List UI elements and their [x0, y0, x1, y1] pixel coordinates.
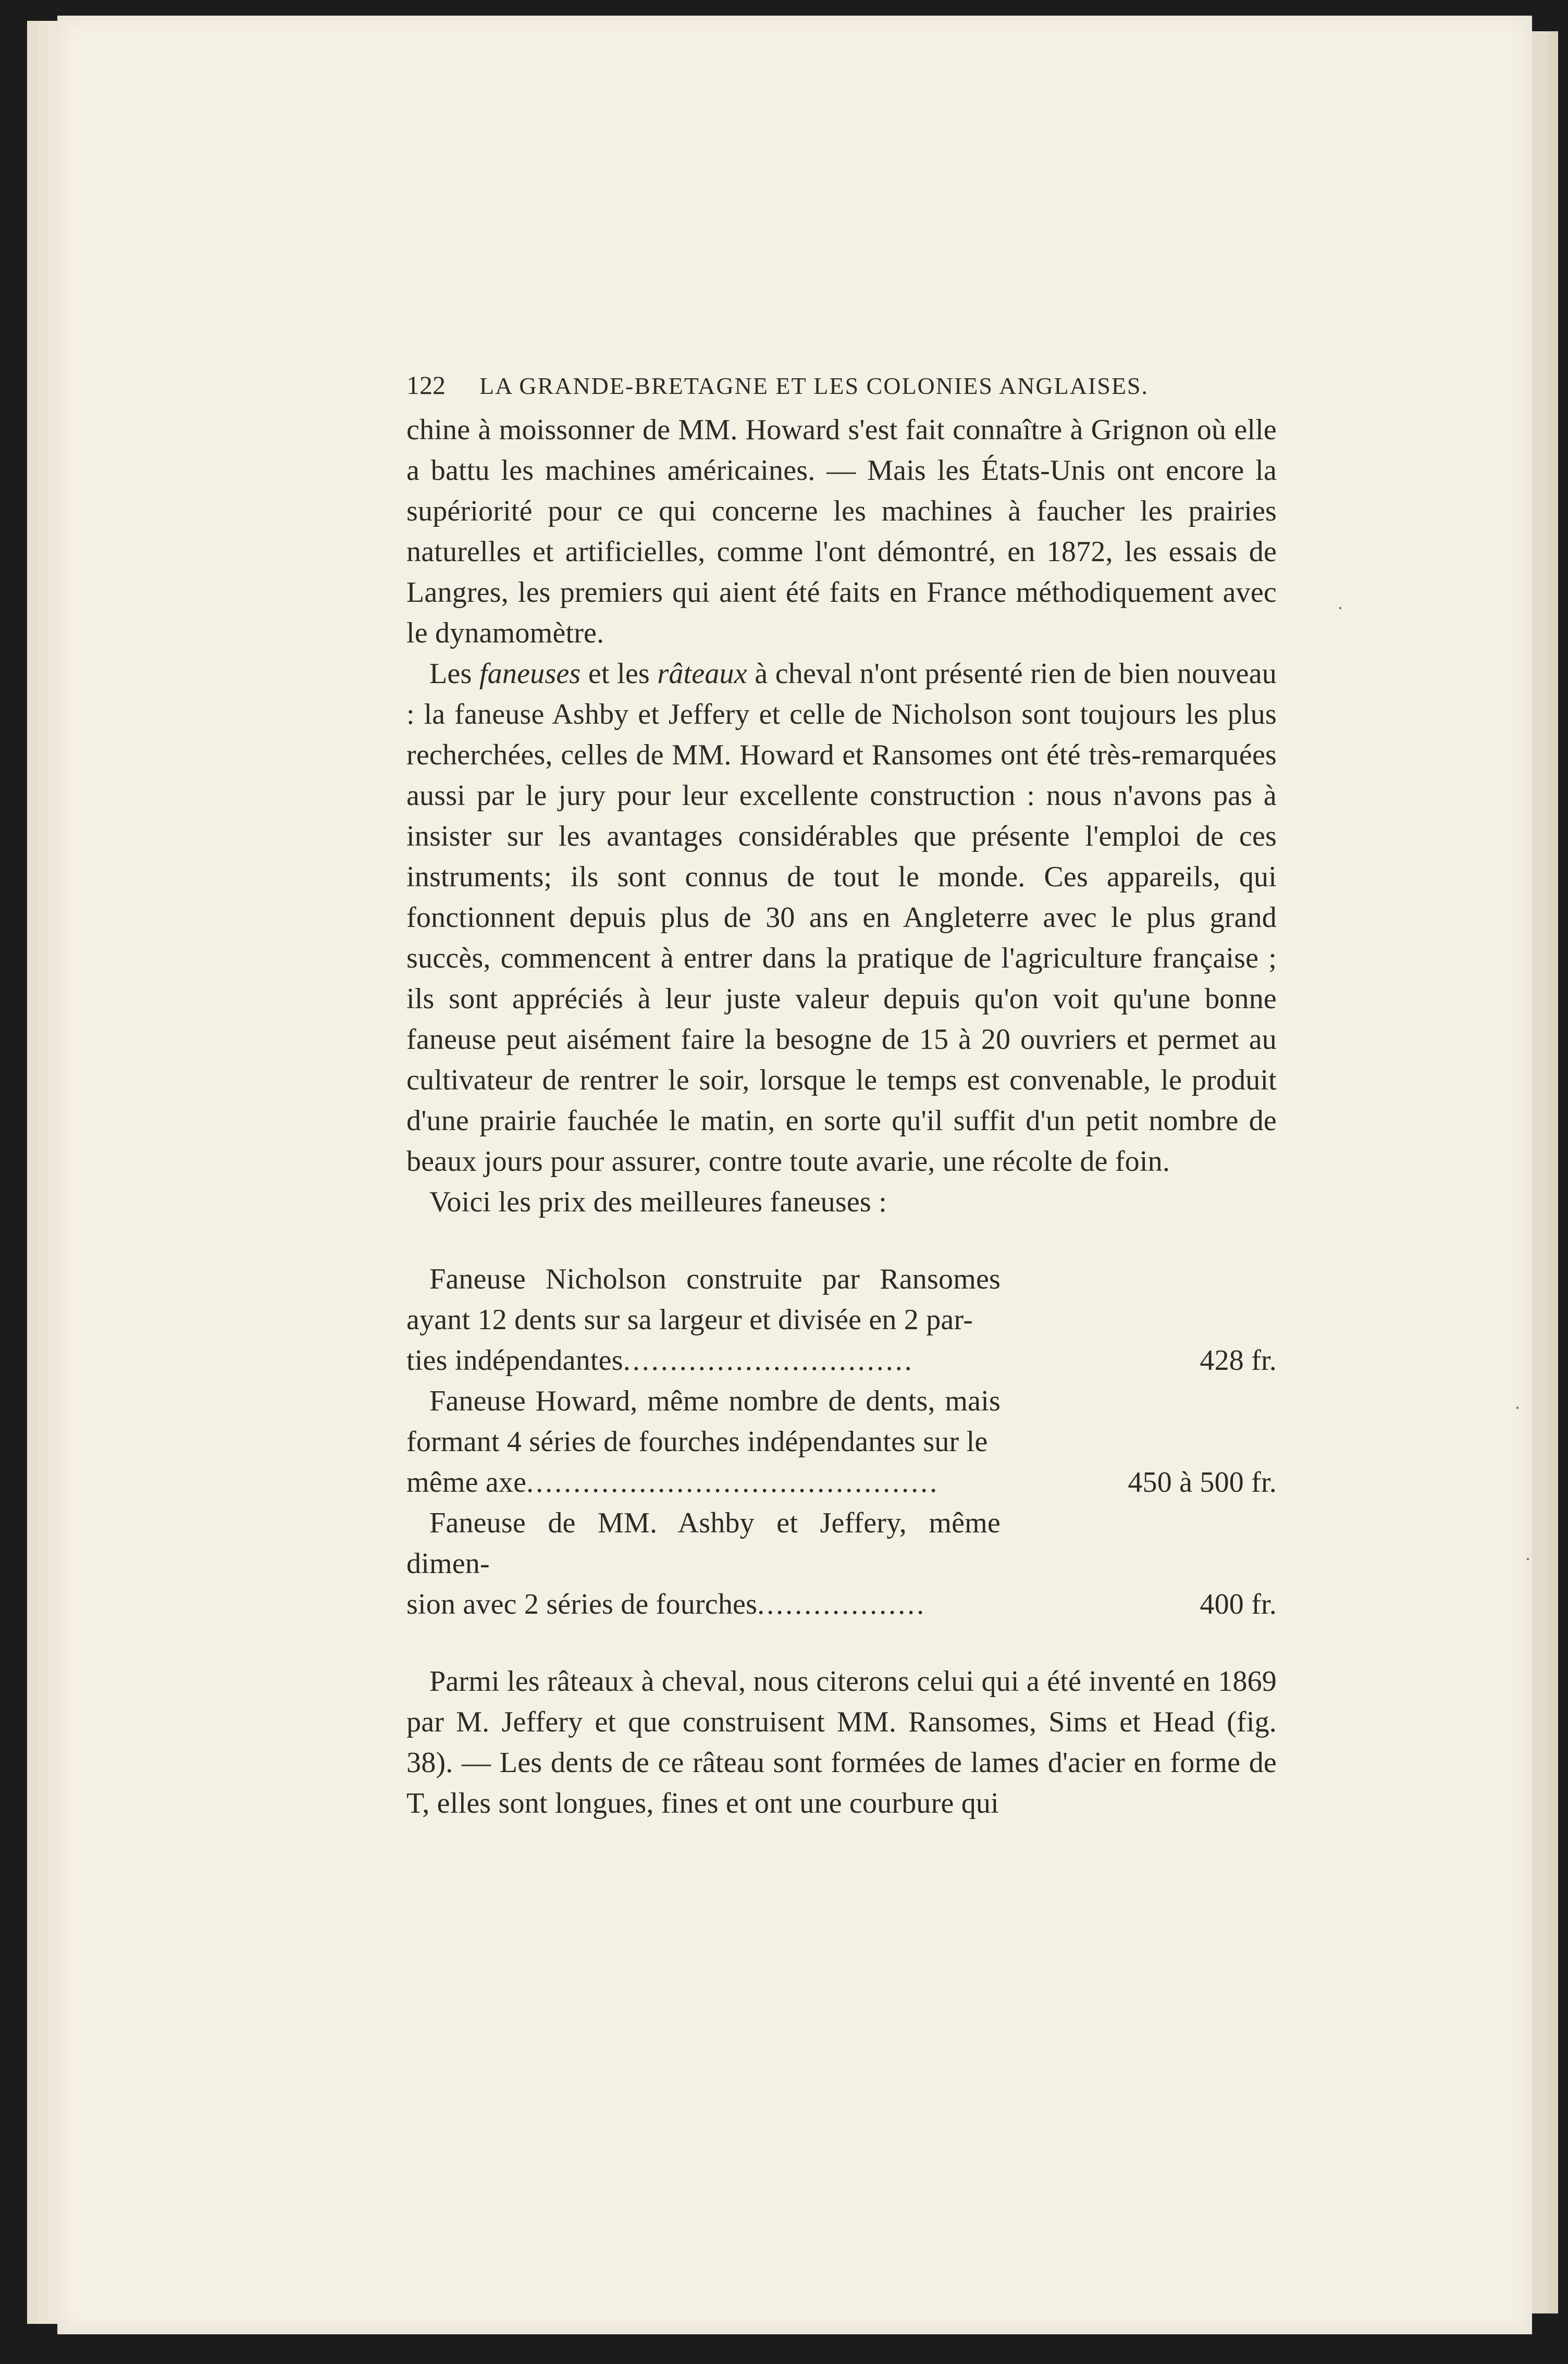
price-item-label: sion avec 2 séries de fourches: [406, 1588, 758, 1620]
page-text-block: [406, 365, 1277, 1824]
paper-speck: [1527, 1558, 1529, 1560]
price-item-description: Faneuse de MM. Ashby et Jeffery, même dimen-: [406, 1507, 1001, 1580]
paragraph-1: chine à moissonner de MM. Howard s'est fait connaître à Grignon où elle a battu les machines américaines. — Mais les États-Unis ont encore la supériorité pour ce qui concerne les machines à faucher les prairies naturelles et artificielles, comme l'ont démontré, en 1872, les essais de Langres, les premiers qui aient été faits en France méthodiquement avec le dynamomètre.: [406, 414, 1277, 649]
price-item: [406, 1381, 1277, 1503]
text-run: à cheval n'ont présenté rien de bien nouveau : la faneuse Ashby et Jeffery et celle de Nicholson sont toujours les plus recherchées, celles de MM. Howard et Ransomes ont été très-remarquées aussi par le jury pour leur excellente construction : nous n'avons pas à insister sur les avantages considérables que présente l'emploi de ces instruments; ils sont connus de tout le monde. Ces appareils, qui fonctionnent depuis plus de 30 ans en Angleterre avec le plus grand succès, commencent à entrer dans la pratique de l'agriculture française ; ils sont appréciés à leur juste valeur depuis qu'on voit qu'une bonne faneuse peut aisément faire la besogne de 15 à 20 ouvriers et permet au cultivateur de rentrer le soir, lorsque le temps est convenable, le produit d'une prairie fauchée le matin, en sorte qu'il suffit d'un petit nombre de beaux jours pour assurer, contre toute avarie, une récolte de foin.: [406, 658, 1277, 1178]
paragraph-4: Parmi les râteaux à cheval, nous citerons celui qui a été inventé en 1869 par M. Jeffery et que construisent MM. Ransomes, Sims et Head (fig. 38). — Les dents de ce râteau sont formées de lames d'acier en forme de T, elles sont longues, fines et ont une courbure qui: [406, 1665, 1277, 1820]
running-title: LA GRANDE-BRETAGNE ET LES COLONIES ANGLAISES.: [479, 373, 1149, 399]
price-item-description: Faneuse Howard, même nombre de dents, mais formant 4 séries de fourches indépendantes sur le: [406, 1385, 1001, 1458]
text-run: et les: [581, 658, 658, 690]
paper-speck: [1339, 607, 1341, 609]
price-value: 450 à 500 fr.: [1128, 1466, 1277, 1499]
price-value: 400 fr.: [1200, 1588, 1277, 1620]
running-header: [406, 365, 1277, 406]
price-item-description: Faneuse Nicholson construite par Ransomes ayant 12 dents sur sa largeur et divisée en 2 par-: [406, 1263, 1001, 1336]
price-item-label: même axe: [406, 1466, 527, 1499]
page-number: 122: [406, 370, 446, 400]
italic-term: râteaux: [657, 658, 747, 690]
price-item-label: ties indépendantes: [406, 1344, 623, 1377]
price-list: [406, 1259, 1277, 1625]
paper-speck: [1516, 1407, 1518, 1409]
paragraph-3: Voici les prix des meilleures faneuses :: [429, 1186, 887, 1218]
dot-leader: ...............................: [623, 1344, 914, 1377]
paragraph-2: [406, 653, 1277, 1182]
italic-term: faneuses: [479, 658, 581, 690]
dot-leader: ..................: [757, 1588, 927, 1620]
price-item-last-line: [406, 1584, 1282, 1625]
text-run: Les: [429, 658, 479, 690]
price-item-last-line: [406, 1340, 1282, 1381]
dot-leader: ............................................: [526, 1466, 940, 1499]
price-value: 428 fr.: [1200, 1344, 1277, 1377]
price-item: [406, 1259, 1277, 1381]
price-item: [406, 1503, 1277, 1625]
